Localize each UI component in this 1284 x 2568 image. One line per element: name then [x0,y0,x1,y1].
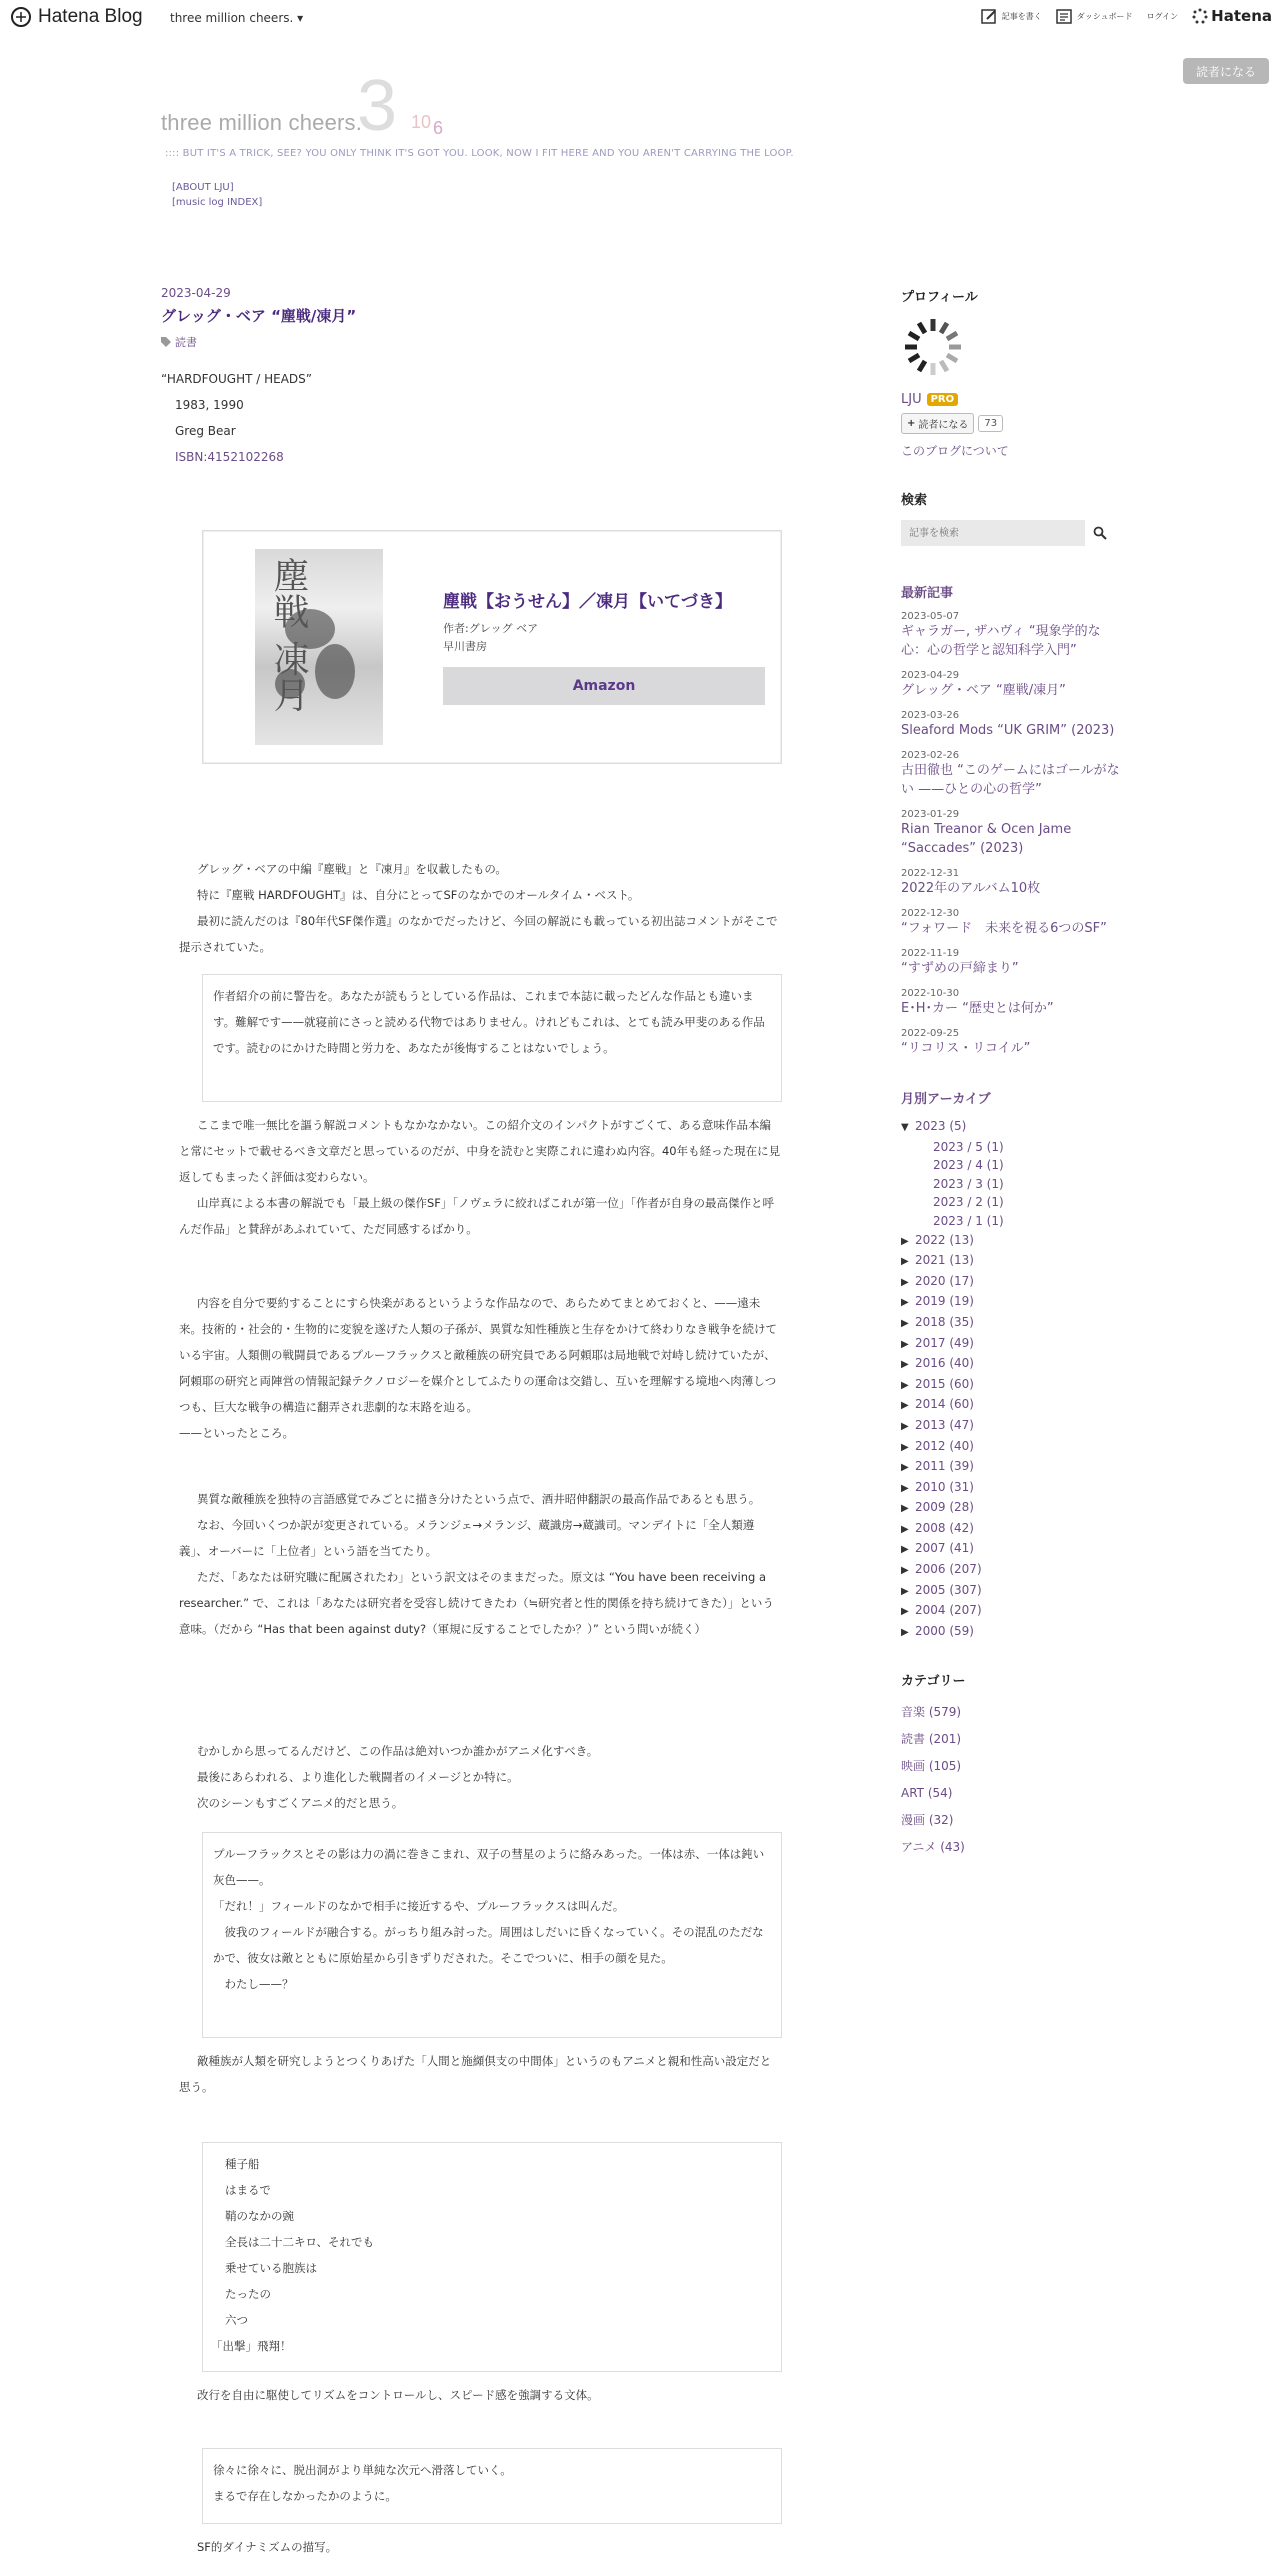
archive-month[interactable]: 2023 / 5 (1) [933,1139,1004,1154]
q3-line: 乗せている胞族は [225,2261,317,2275]
archive-year[interactable] [901,1519,1121,1540]
archive-year-label: 2012 (40) [915,1438,974,1453]
triangle-right-icon: ▶ [901,1544,909,1556]
archive-year-label: 2010 (31) [915,1479,974,1494]
entry-book-meta [161,366,781,470]
p4-line: なお、今回いくつか訳が変更されている。メランジェ→メランジ、蔵識房→蔵識司。マンデイトに「全人類遵義」、オーバーに「上位者」という語を当てたり。 [179,1518,755,1558]
sidebar-subscribe-button[interactable] [901,413,974,434]
archive-year-label: 2019 (19) [915,1294,974,1309]
archive-year[interactable] [901,1478,1121,1499]
book-author: Greg Bear [175,424,236,438]
search-icon[interactable] [1093,526,1107,540]
blog-title-area [161,66,861,146]
header-right-menu [981,7,1272,25]
recent-link[interactable]: ギャラガー, ザハヴィ “現象学的な心：心の哲学と認知科学入門” [901,624,1101,658]
recent-date: 2022-09-25 [901,1028,960,1039]
archive-year-label: 2023 (5) [915,1119,967,1133]
triangle-right-icon: ▶ [901,1338,909,1350]
q2-line: プルーフラックスとその影は力の渦に巻きこまれ、双子の彗星のように絡みあった。一体は赤、一体は鈍い灰色——。 [213,1847,765,1887]
global-header [0,0,1284,38]
archive-month[interactable]: 2023 / 1 (1) [933,1213,1004,1228]
triangle-right-icon: ▶ [901,1379,909,1391]
recent-date: 2023-02-26 [901,750,960,761]
q3-line: 六つ [225,2313,248,2327]
archive-heading[interactable]: 月別アーカイブ [901,1092,991,1107]
paragraph-3 [179,1290,781,1446]
paragraph-8: SF的ダイナミズムの描写。 [197,2540,338,2554]
p3-line: 内容を自分で要約することにすら快楽があるというような作品なので、あらためてまとめておくと、——遠未来。技術的・社会的・生物的に変貌を遂げた人類の子孫が、異質な知性種族と生存をかけて終わりなき戦争を続けている宇宙。人類側の戦闘員であるプルーフラックスと敵種族の研究員である阿頼耶は局地戦で対峙し続けていたが、阿頼耶の研究と両陣営の情報記録テクノロジーを媒介としてふたりの運命は交錯し、互いを理解する境地へ肉薄しつつも、巨大な戦争の構造に翻弄され悲劇的な末路を辿る。 [179,1296,777,1414]
recent-item [901,1028,1121,1058]
recent-item [901,710,1121,740]
triangle-right-icon: ▶ [901,1523,909,1535]
hatena-dots-icon [1192,8,1208,24]
archive-year[interactable] [901,1313,1121,1334]
book-cover-title: 塵戦 凍月 [268,557,309,713]
archive-year-label: 2004 (207) [915,1603,982,1618]
recent-link[interactable]: “すずめの戸締まり” [901,961,1019,976]
archive-year-label: 2020 (17) [915,1273,974,1288]
book-publisher: 早川書房 [443,640,487,653]
category-link[interactable]: 読書 (201) [901,1732,962,1747]
archive-year-label: 2013 (47) [915,1417,974,1432]
archive-year[interactable] [901,1539,1121,1560]
q4-line: まるで存在しなかったかのように。 [213,2489,397,2503]
isbn-link[interactable]: ISBN:4152102268 [175,450,284,464]
hatena-label: Hatena [1211,7,1272,25]
recent-item [901,868,1121,898]
recent-link[interactable]: E･H･カー “歴史とは何か” [901,1001,1054,1016]
reader-btn-label: 読者になる [918,420,969,431]
archive-year-label: 2008 (42) [915,1520,974,1535]
recent-item [901,908,1121,938]
archive-year-label: 2021 (13) [915,1253,974,1268]
book-original-title: “HARDFOUGHT / HEADS” [161,372,313,386]
archive-month[interactable]: 2023 / 3 (1) [933,1176,1004,1191]
triangle-right-icon: ▶ [901,1400,909,1412]
triangle-right-icon: ▶ [901,1235,909,1247]
book-years: 1983, 1990 [175,398,244,412]
category-link[interactable]: 漫画 (32) [901,1813,954,1828]
triangle-right-icon: ▶ [901,1585,909,1597]
entry-tag-label: 読書 [175,336,197,349]
book-cover-image[interactable] [255,549,383,745]
archive-year[interactable] [901,1416,1121,1437]
tag-icon [161,337,171,347]
q2-line: 「だれ！」フィールドのなかで相手に接近するや、プルーフラックスは叫んだ。 [213,1899,625,1913]
archive-year-label: 2011 (39) [915,1459,974,1474]
archive-year-label: 2015 (60) [915,1376,974,1391]
paragraph-7: 改行を自由に駆使してリズムをコントロールし、スピード感を強調する文体。 [197,2388,599,2402]
entry-title[interactable]: グレッグ・ベア “塵戦/凍月” [161,307,357,325]
write-post-link[interactable] [981,8,1042,25]
p3-line: ——といったところ。 [179,1426,294,1440]
archive-year-label: 2022 (13) [915,1232,974,1247]
music-log-index-link[interactable]: [music log INDEX] [172,197,263,208]
archive-year[interactable] [901,1334,1121,1355]
category-link[interactable]: アニメ (43) [901,1840,965,1855]
pencil-icon [981,8,998,25]
archive-year[interactable] [901,1375,1121,1396]
dashboard-label: ダッシュボード [1076,11,1133,21]
about-link[interactable]: [ABOUT LJU] [172,182,234,193]
archive-year-label: 2016 (40) [915,1356,974,1371]
archive-year[interactable] [901,1622,1121,1643]
profile-avatar[interactable] [901,315,965,379]
plus-icon: + [907,418,916,429]
archive-year-label: 2006 (207) [915,1562,982,1577]
q2-line: わたし——？ [213,1977,294,1991]
q3-line: たったの [225,2287,271,2301]
dashboard-link[interactable] [1056,8,1133,25]
p2-line: ここまで唯一無比を謳う解説コメントもなかなかない。この紹介文のインパクトがすごくて、ある意味作品本編と常にセットで載せるべき文章だと思っているのだが、中身を読むと実際これに違わぬ内容。40年も経った現在に見返してもまったく評価は変わらない。 [179,1118,781,1184]
archive-year-label: 2007 (41) [915,1541,974,1556]
archive-year[interactable] [901,1354,1121,1375]
triangle-down-icon: ▼ [901,1122,909,1133]
book-info [443,587,763,654]
p5-line: 次のシーンもすごくアニメ的だと思う。 [197,1796,404,1810]
triangle-right-icon: ▶ [901,1359,909,1371]
reader-count[interactable]: 73 [978,415,1003,432]
recent-item [901,948,1121,978]
p1-line: グレッグ・ベアの中編『塵戦』と『凍月』を収載したもの。 [197,862,507,876]
archive-year[interactable] [901,1457,1121,1478]
blog-header-links [172,180,262,210]
recent-item [901,809,1121,858]
q3-line: 全長は二十二キロ、それでも [225,2235,375,2249]
pro-badge[interactable]: PRO [927,393,959,406]
sidebar [901,286,1121,1861]
recent-date: 2023-05-07 [901,611,960,622]
book-author-line: 作者:グレッグ ベア [443,622,539,635]
p2-line: 山岸真による本書の解説でも「最上級の傑作SF」「ノヴェラに絞ればこれが第一位」「作者が自身の最高傑作と呼んだ作品」と賛辞があふれていて、ただ同感するばかり。 [179,1196,774,1236]
entry-category[interactable] [161,334,781,350]
recent-item [901,750,1121,799]
archive-year-label: 2017 (49) [915,1335,974,1350]
category-list [901,1699,1121,1861]
q2-line: 彼我のフィールドが融合する。がっちり組み討った。周囲はしだいに昏くなっていく。その混乱のただなかで、彼女は敵とともに原始星から引きずりだされた。そこでついに、相手の顔を見た。 [213,1925,764,1965]
triangle-right-icon: ▶ [901,1606,909,1618]
archive-year[interactable] [901,1601,1121,1622]
triangle-right-icon: ▶ [901,1420,909,1432]
recent-link[interactable]: “リコリス・リコイル” [901,1041,1031,1056]
triangle-right-icon: ▶ [901,1297,909,1309]
category-link[interactable]: 映画 (105) [901,1759,962,1774]
user-name-link[interactable]: LJU [901,392,922,407]
category-link[interactable]: ART (54) [901,1786,953,1801]
recent-date: 2023-01-29 [901,809,960,820]
q3-line: 鞘のなかの豌 [225,2209,294,2223]
profile-name-row [901,392,1121,407]
triangle-right-icon: ▶ [901,1317,909,1329]
p5-line: 最後にあらわれる、より進化した戦闘者のイメージとか特に。 [197,1770,519,1784]
paragraph-2 [179,1112,781,1242]
login-link[interactable]: ログイン [1146,11,1179,21]
archive-year[interactable] [901,1560,1121,1581]
recent-date: 2022-12-31 [901,868,960,879]
recent-link[interactable]: Sleaford Mods “UK GRIM” (2023) [901,723,1115,738]
archive-year[interactable] [901,1498,1121,1519]
quote-seed-ship [202,2142,782,2372]
recent-link[interactable]: Rian Treanor & Ocen Jame “Saccades” (2023) [901,822,1072,856]
recent-link[interactable]: “フォワード 未来を視る6つのSF” [901,921,1107,936]
about-blog-link[interactable]: このブログについて [901,444,1009,458]
hatena-blog-logo[interactable] [10,6,143,28]
recent-heading[interactable]: 最新記事 [901,586,954,601]
triangle-right-icon: ▶ [901,1276,909,1288]
archive-year[interactable] [901,1581,1121,1602]
recent-list [901,611,1121,1058]
triangle-right-icon: ▶ [901,1482,909,1494]
recent-date: 2022-11-19 [901,948,960,959]
profile-heading: プロフィール [901,290,978,305]
archive-year[interactable] [901,1231,1121,1252]
recent-link[interactable]: 2022年のアルバム10枚 [901,881,1041,896]
q3-line: はまるで [225,2183,271,2197]
recent-date: 2022-12-30 [901,908,960,919]
amazon-product-box [202,530,782,764]
archive-year[interactable] [901,1437,1121,1458]
paragraph-5 [179,1738,781,1816]
triangle-right-icon: ▶ [901,1462,909,1474]
triangle-right-icon: ▶ [901,1503,909,1515]
blog-name-dropdown[interactable]: three million cheers. ▾ [170,11,304,25]
archive-year-open[interactable] [901,1117,1121,1138]
recent-item [901,670,1121,700]
archive-list [901,1117,1121,1642]
recent-link[interactable]: グレッグ・ベア “塵戦/凍月” [901,683,1066,698]
paragraph-1 [179,856,781,960]
hatena-blog-icon [10,6,32,28]
archive-year[interactable] [901,1395,1121,1416]
triangle-right-icon: ▶ [901,1441,909,1453]
archive-year[interactable] [901,1251,1121,1272]
archive-month[interactable]: 2023 / 2 (1) [933,1195,1004,1210]
logo-text: Hatena Blog [38,6,143,27]
search-input[interactable] [901,520,1085,546]
title-deco-number: 3 [357,66,398,146]
triangle-right-icon: ▶ [901,1626,909,1638]
archive-year-label: 2000 (59) [915,1623,974,1638]
archive-month[interactable]: 2023 / 4 (1) [933,1158,1004,1173]
recent-date: 2023-03-26 [901,710,960,721]
entry-date[interactable]: 2023-04-29 [161,286,231,300]
blog-description: :::: BUT IT'S A TRICK, SEE? YOU ONLY THINK IT'S GOT YOU. LOOK, NOW I FIT HERE AND YOU AREN'T CARRYING THE LOOP. [165,148,794,159]
triangle-right-icon: ▶ [901,1256,909,1268]
reader-row [901,413,1121,434]
recent-date: 2023-04-29 [901,670,960,681]
archive-year-label: 2018 (35) [915,1314,974,1329]
paragraph-4 [179,1486,781,1642]
recent-item [901,988,1121,1018]
write-post-label: 記事を書く [1001,11,1042,21]
p5-line: むかしから思ってるんだけど、この作品は絶対いつか誰かがアニメ化すべき。 [197,1744,599,1758]
q3-line: 「出撃」飛翔！ [211,2339,292,2353]
title-deco-small-2: 6 [433,118,444,138]
triangle-right-icon: ▶ [901,1565,909,1577]
q3-line: 種子船 [225,2157,260,2171]
book-title-link[interactable]: 塵戦【おうせん】／凍月【いてづき】 [443,592,732,612]
quote-warning: 作者紹介の前に警告を。あなたが読もうとしている作品は、これまで本誌に載ったどんな作品とも違います。難解です——就寝前にさっと読める代物ではありません。けれどもこれは、とても読み甲斐のある作品です。読むのにかけた時間と労力を、あなたが後悔することはないでしょう。 [202,974,782,1102]
p1-line: 特に『塵戦 HARDFOUGHT』は、自分にとってSFのなかでのオールタイム・ベスト。 [197,888,640,902]
quote-escape [202,2448,782,2524]
dashboard-icon [1056,8,1073,25]
subscribe-button[interactable]: 読者になる [1183,58,1269,84]
archive-year[interactable] [901,1292,1121,1313]
search-heading: 検索 [901,493,928,508]
amazon-button[interactable]: Amazon [443,667,765,705]
archive-year-label: 2009 (28) [915,1500,974,1515]
recent-link[interactable]: 古田徹也 “このゲームにはゴールがない ——ひとの心の哲学” [901,763,1120,797]
entry [161,286,781,2554]
title-deco-small-1: 10 [411,112,432,132]
quote-battle-scene [202,1832,782,2038]
recent-item [901,611,1121,660]
category-heading: カテゴリー [901,1674,966,1690]
archive-year-label: 2005 (307) [915,1582,982,1597]
p4-line: 異質な敵種族を独特の言語感覚でみごとに描き分けたという点で、酒井昭伸翻訳の最高作品であるとも思う。 [197,1492,761,1506]
q4-line: 徐々に徐々に、脱出洞がより単純な次元へ滑落していく。 [213,2463,512,2477]
recent-date: 2022-10-30 [901,988,960,999]
p4-line: ただ、「あなたは研究職に配属されたわ」という訳文はそのままだった。原文は “You have been receiving a researcher.” で、これは「あなたは研究者を受容し続けてきたわ（≒研究者と性的関係を持ち続けてきた）」という意味。（だから “Has that been against duty?（軍規に反することでしたか？）” という問いが続く） [179,1570,774,1636]
archive-year-label: 2014 (60) [915,1397,974,1412]
blog-title[interactable]: three million cheers. [161,110,363,135]
category-link[interactable]: 音楽 (579) [901,1705,962,1720]
hatena-menu[interactable] [1192,7,1272,25]
archive-year[interactable] [901,1272,1121,1293]
p1-line: 最初に読んだのは『80年代SF傑作選』のなかでだったけど、今回の解説にも載っている初出誌コメントがそこで提示されていた。 [179,914,778,954]
search-row [901,520,1121,546]
paragraph-6: 敵種族が人類を研究しようとつくりあげた「人間と施纐倶支の中間体」というのもアニメと親和性高い設定だと思う。 [179,2054,772,2094]
